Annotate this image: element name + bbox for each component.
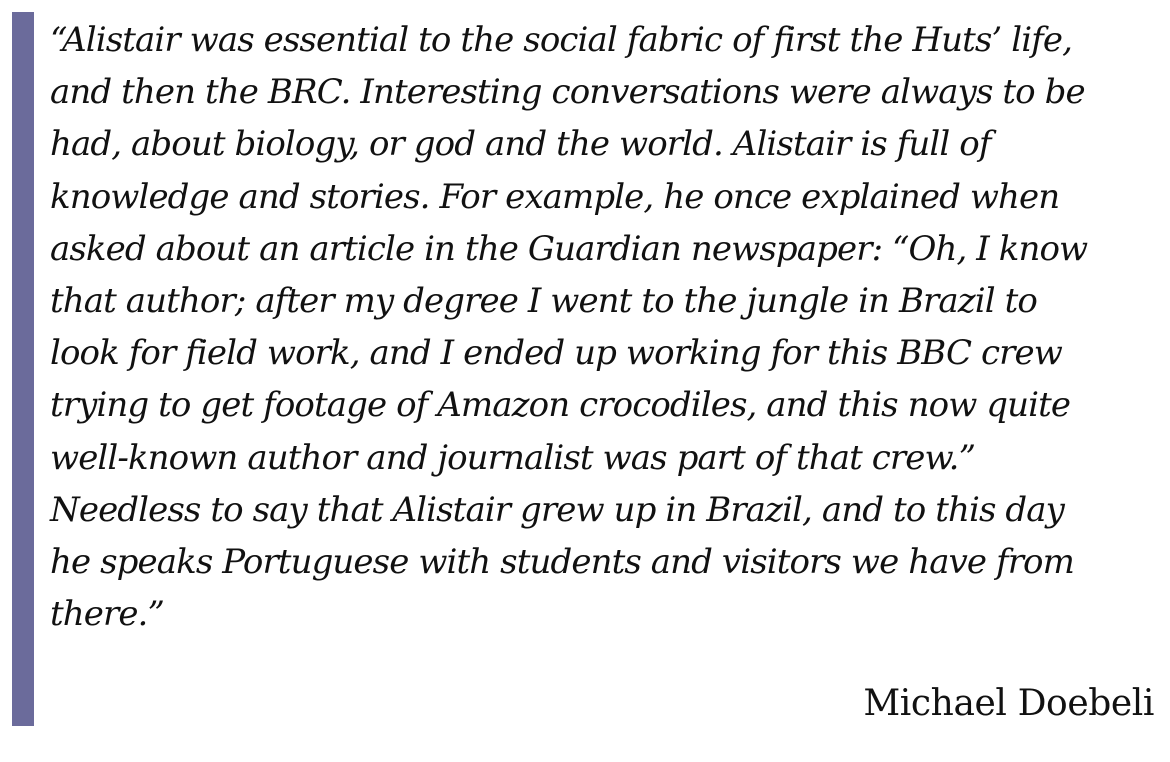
quote-line: knowledge and stories. For example, he once explained when (50, 176, 1060, 217)
quote-line: trying to get footage of Amazon crocodiles, and this now quite (50, 385, 1071, 426)
quote-text (50, 14, 1158, 640)
quote-line: well-known author and journalist was part of that crew.” (50, 437, 976, 478)
quote-line: asked about an article in the Guardian newspaper: “Oh, I know (50, 228, 1088, 269)
quote-author: Michael Doebeli (863, 683, 1154, 724)
quote-accent-bar (12, 12, 34, 726)
quote-line: Needless to say that Alistair grew up in Brazil, and to this day (50, 489, 1064, 530)
quote-line: had, about biology, or god and the world. Alistair is full of (50, 124, 991, 165)
quote-line: he speaks Portuguese with students and visitors we have from (50, 542, 1074, 583)
quote-line: that author; after my degree I went to the jungle in Brazil to (50, 281, 1037, 322)
quote-block (12, 12, 1162, 726)
quote-line: “Alistair was essential to the social fabric of first the Huts’ life, (50, 20, 1072, 60)
quote-line: and then the BRC. Interesting conversations were always to be (50, 72, 1085, 113)
quote-line: look for field work, and I ended up working for this BBC crew (50, 333, 1062, 374)
quote-line: there.” (50, 594, 164, 635)
